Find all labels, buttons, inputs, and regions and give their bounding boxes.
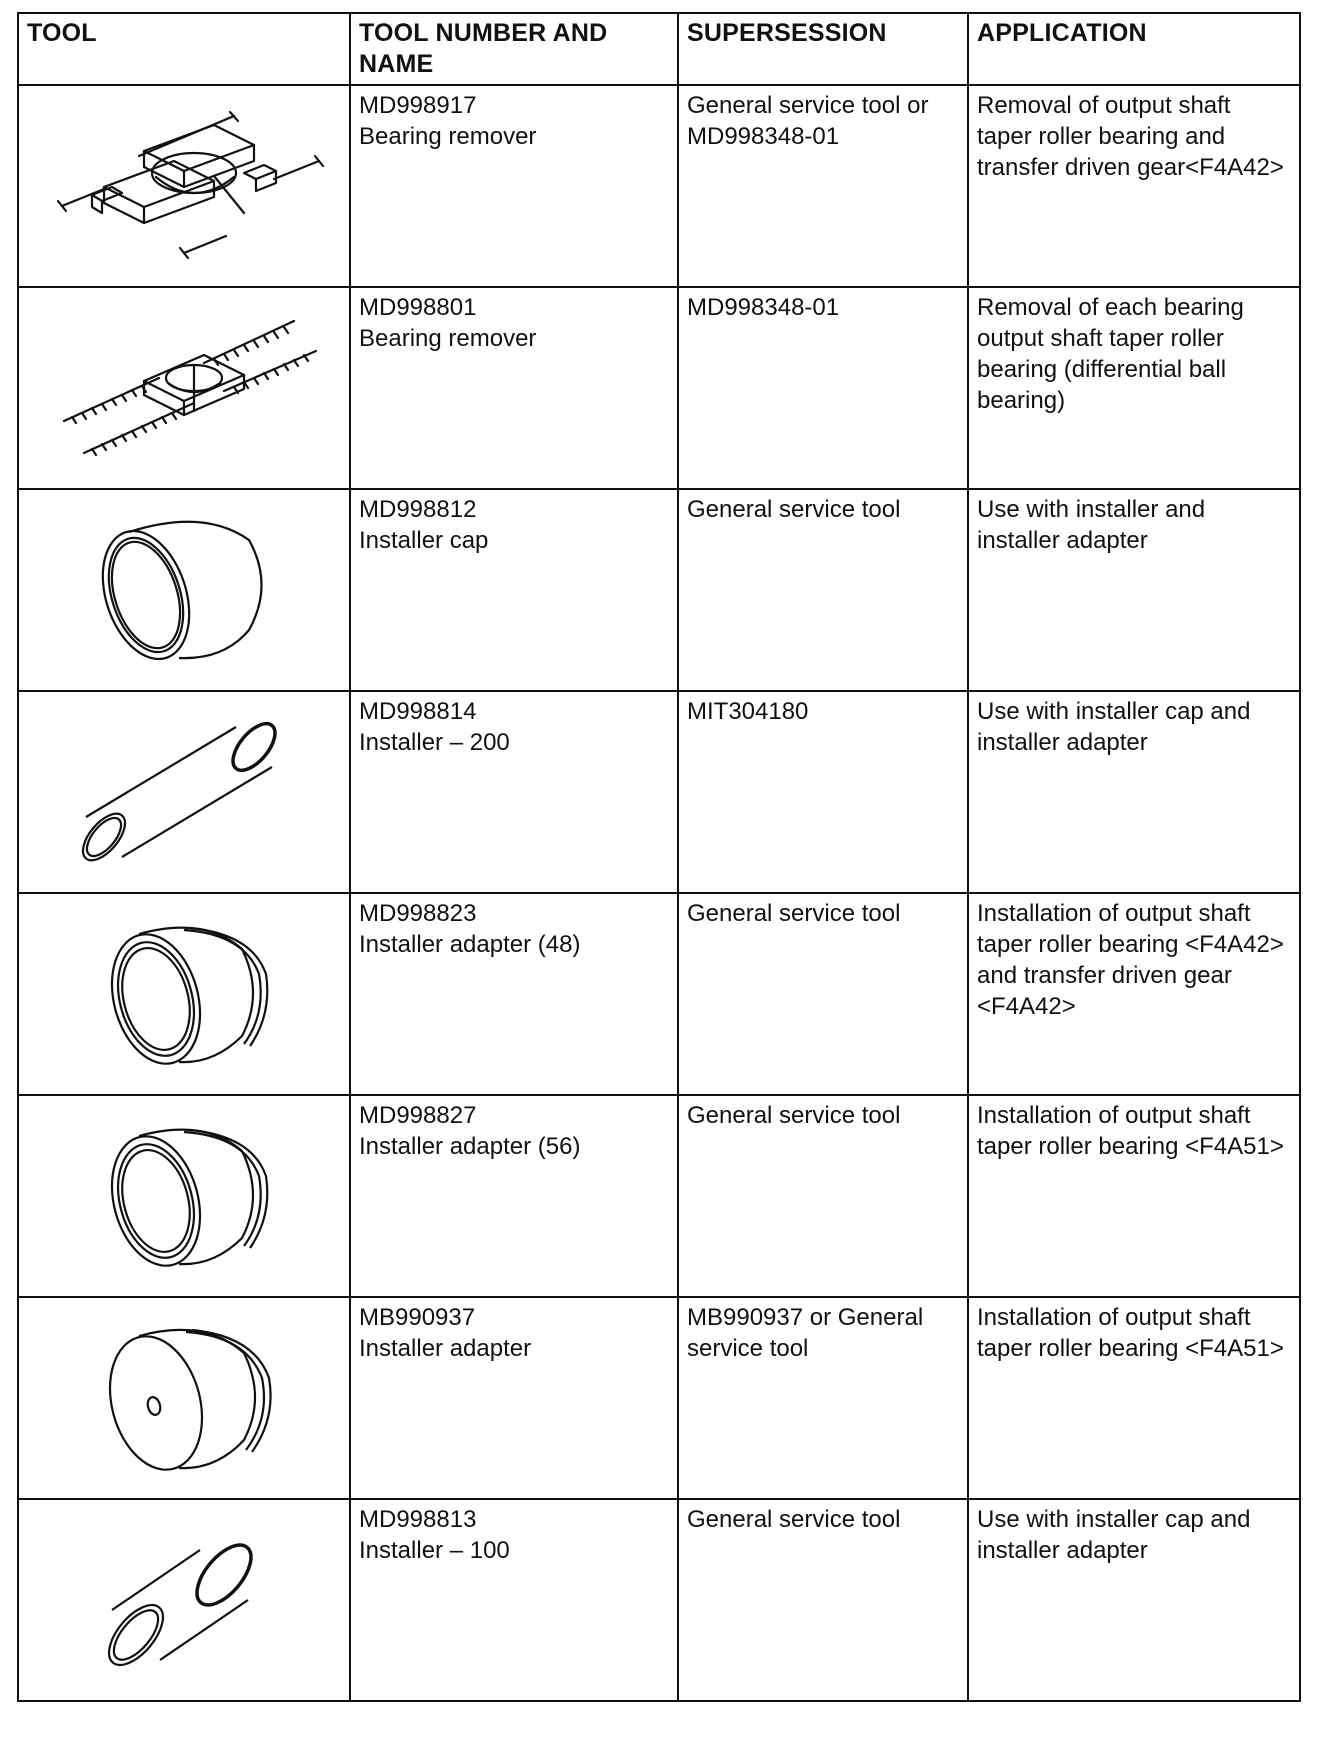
table-row [18, 1095, 1300, 1297]
application-cell: Use with installer and installer adapter [968, 489, 1300, 691]
tool-name: Bearing remover [359, 123, 537, 150]
special-tools-table [17, 12, 1301, 1702]
tool-image-cell [18, 85, 350, 287]
tool-name: Installer adapter [359, 1335, 532, 1362]
installer-cap-icon [84, 500, 284, 680]
header-number-name: TOOL NUMBER AND NAME [350, 13, 678, 85]
tool-name: Bearing remover [359, 325, 537, 352]
application-cell: Use with installer cap and installer adapter [968, 1499, 1300, 1701]
installer-100-icon [74, 1510, 294, 1690]
supersession-cell: General service tool [678, 1499, 968, 1701]
tool-number: MD998827 [359, 1102, 477, 1129]
table-row [18, 489, 1300, 691]
tool-number-name-cell [350, 893, 678, 1095]
installer-200-icon [59, 702, 309, 882]
table-row [18, 1499, 1300, 1701]
table-row [18, 85, 1300, 287]
tool-name: Installer – 200 [359, 729, 510, 756]
header-tool: TOOL [18, 13, 350, 85]
tool-image-cell [18, 287, 350, 489]
tool-number: MD998917 [359, 92, 477, 119]
application-cell: Use with installer cap and installer adapter [968, 691, 1300, 893]
supersession-cell: General service tool or MD998348-01 [678, 85, 968, 287]
application-cell: Removal of output shaft taper roller bearing and transfer driven gear<F4A42> [968, 85, 1300, 287]
tool-image-cell [18, 489, 350, 691]
tool-image-cell [18, 893, 350, 1095]
tool-image-cell [18, 691, 350, 893]
tool-number-name-cell [350, 1499, 678, 1701]
tool-number-name-cell [350, 1095, 678, 1297]
table-row [18, 691, 1300, 893]
tool-number: MD998814 [359, 698, 477, 725]
header-application: APPLICATION [968, 13, 1300, 85]
tool-number: MD998812 [359, 496, 477, 523]
installer-adapter-56-icon [84, 1106, 284, 1286]
header-row [18, 13, 1300, 85]
table-row [18, 1297, 1300, 1499]
tool-image-cell [18, 1095, 350, 1297]
supersession-cell: MD998348-01 [678, 287, 968, 489]
tool-number: MB990937 [359, 1304, 476, 1331]
tool-name: Installer cap [359, 527, 489, 554]
tool-image-cell [18, 1297, 350, 1499]
table-row [18, 893, 1300, 1095]
supersession-cell: General service tool [678, 893, 968, 1095]
application-cell: Removal of each bearing output shaft taper roller bearing (differential ball bearing) [968, 287, 1300, 489]
supersession-cell: General service tool [678, 1095, 968, 1297]
tool-number-name-cell [350, 287, 678, 489]
tool-name: Installer adapter (48) [359, 931, 581, 958]
supersession-cell: General service tool [678, 489, 968, 691]
tool-image-cell [18, 1499, 350, 1701]
tool-number: MD998823 [359, 900, 477, 927]
installer-adapter-disc-icon [84, 1308, 284, 1488]
tool-name: Installer adapter (56) [359, 1133, 581, 1160]
tool-number-name-cell [350, 1297, 678, 1499]
table-row [18, 287, 1300, 489]
application-cell: Installation of output shaft taper roller bearing <F4A51> [968, 1297, 1300, 1499]
installer-adapter-48-icon [84, 904, 284, 1084]
tool-number-name-cell [350, 489, 678, 691]
bearing-remover-icon [44, 101, 324, 271]
tool-number-name-cell [350, 85, 678, 287]
supersession-cell: MB990937 or General service tool [678, 1297, 968, 1499]
application-cell: Installation of output shaft taper roller bearing <F4A42> and transfer driven gear <F4A42> [968, 893, 1300, 1095]
tool-number: MD998813 [359, 1506, 477, 1533]
tool-number-name-cell [350, 691, 678, 893]
supersession-cell: MIT304180 [678, 691, 968, 893]
tool-name: Installer – 100 [359, 1537, 510, 1564]
tool-number: MD998801 [359, 294, 477, 321]
header-supersession: SUPERSESSION [678, 13, 968, 85]
bearing-remover-long-icon [44, 303, 324, 473]
application-cell: Installation of output shaft taper roller bearing <F4A51> [968, 1095, 1300, 1297]
